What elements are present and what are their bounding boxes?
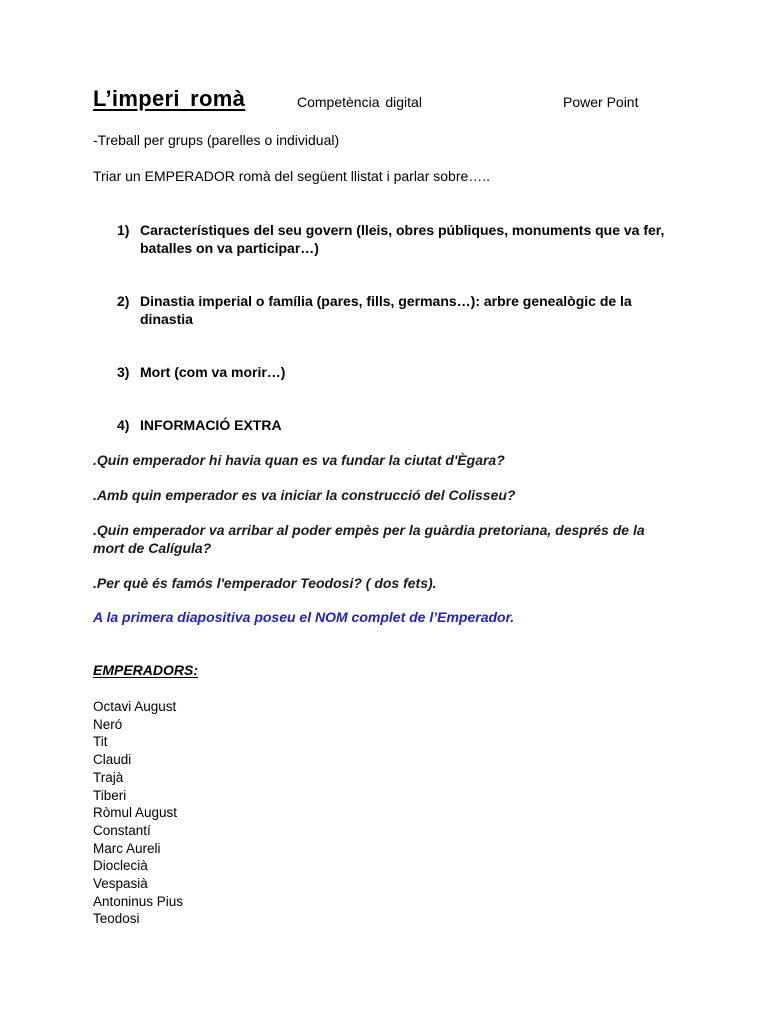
document-title: L’imperi romà <box>93 86 246 111</box>
list-item: Dioclecià <box>93 858 148 874</box>
list-item: Octavi August <box>93 699 177 714</box>
list-item: Claudi <box>93 752 132 768</box>
intro-line-task: Triar un EMPERADOR romà del següent llistat i parlar sobre….. <box>93 168 491 184</box>
list-item: Vespasià <box>93 876 148 892</box>
intro-line-group-work: -Treball per grups (parelles o individual) <box>93 132 340 148</box>
task-item-text: INFORMACIÓ EXTRA <box>140 417 282 433</box>
question-colosseum: .Amb quin emperador es va iniciar la construcció del Colisseu? <box>93 487 516 503</box>
list-item: Tit <box>93 734 108 750</box>
list-item: Antoninus Pius <box>93 893 184 909</box>
question-praetorian-guard: .Quin emperador va arribar al poder empès per la guàrdia pretoriana, després de la mort de Calígula? <box>93 522 645 556</box>
list-item: Ròmul August <box>93 805 178 821</box>
tool-label: Power Point <box>563 94 639 110</box>
task-item-number: 4) <box>117 417 130 433</box>
emperor-list <box>93 698 183 928</box>
list-item: Teodosi <box>93 911 140 927</box>
list-item: Marc Aureli <box>93 840 161 856</box>
list-item: Constantí <box>93 822 151 838</box>
task-item-text: Dinastia imperial o família (pares, fills, germans…): arbre genealògic de la dinastia <box>140 293 632 327</box>
instruction-note: A la primera diapositiva poseu el NOM complet de l’Emperador. <box>93 609 515 625</box>
task-item-number: 3) <box>117 364 130 380</box>
emperors-heading: EMPERADORS: <box>93 662 199 678</box>
task-item-number: 2) <box>117 293 130 309</box>
list-item: Neró <box>93 716 123 732</box>
question-egara: .Quin emperador hi havia quan es va fundar la ciutat d'Ègara? <box>93 452 505 468</box>
list-item: Trajà <box>93 769 124 785</box>
task-item-text: Característiques del seu govern (lleis, obres públiques, monuments que va fer, batalles on va participar…) <box>140 222 665 256</box>
task-item-number: 1) <box>117 222 130 238</box>
task-item-text: Mort (com va morir…) <box>140 364 286 380</box>
question-theodosius: .Per què és famós l'emperador Teodosi? ( dos fets). <box>93 575 437 591</box>
document-subtitle: Competència digital <box>297 94 422 110</box>
list-item: Tiberi <box>93 787 127 803</box>
